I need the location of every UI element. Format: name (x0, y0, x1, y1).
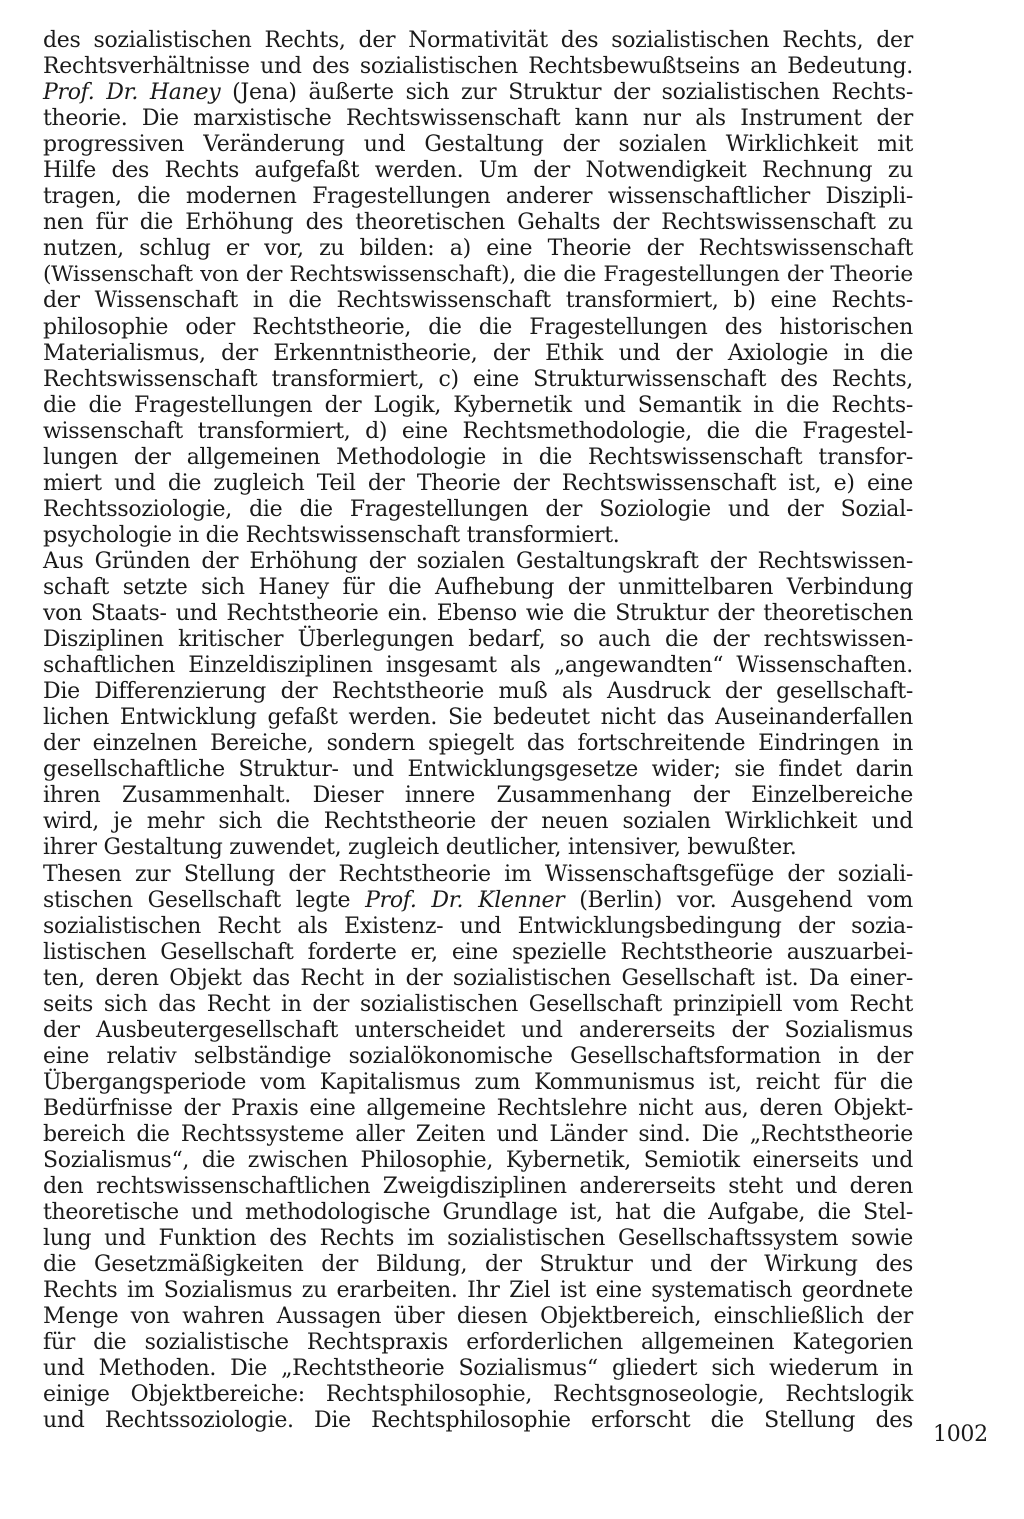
text-line: den rechtswissenschaftlichen Zweigdisziplinen andererseits steht und deren (43, 1174, 913, 1200)
text-line: nutzen, schlug er vor, zu bilden: a) eine Theorie der Rechtswissenschaft (43, 236, 913, 262)
text-line: psychologie in die Rechtswissenschaft transformiert. (43, 522, 620, 548)
text-line: seits sich das Recht in der sozialistischen Gesellschaft prinzipiell vom Recht (43, 991, 913, 1017)
text-line: die die Fragestellungen der Logik, Kybernetik und Semantik in die Rechts- (43, 392, 913, 418)
text-line: Die Differenzierung der Rechtstheorie muß als Ausdruck der gesellschaft- (43, 679, 913, 705)
text-line: Rechts im Sozialismus zu erarbeiten. Ihr Ziel ist eine systematisch geordnete (43, 1278, 913, 1304)
text-line: Thesen zur Stellung der Rechtstheorie im Wissenschaftsgefüge der soziali- (43, 861, 913, 887)
text-line: Sozialismus“, die zwischen Philosophie, Kybernetik, Semiotik einerseits und (43, 1148, 913, 1174)
text-line: theoretische und methodologische Grundlage ist, hat die Aufgabe, die Stel- (43, 1200, 913, 1226)
text-line: und Rechtssoziologie. Die Rechtsphilosophie erforscht die Stellung des (43, 1408, 913, 1434)
page-number: 1002 (933, 1422, 988, 1447)
text-line: gesellschaftliche Struktur- und Entwicklungsgesetze wider; sie findet darin (43, 757, 913, 783)
text-line: philosophie oder Rechtstheorie, die die Fragestellungen des historischen (43, 314, 913, 340)
text-line: des sozialistischen Rechts, der Normativität des sozialistischen Rechts, der (43, 28, 913, 53)
text-line: schaftlichen Einzeldisziplinen insgesamt als „angewandten“ Wissenschaften. (43, 653, 913, 679)
text-line: einige Objektbereiche: Rechtsphilosophie, Rechtsgnoseologie, Rechtslogik (43, 1382, 913, 1408)
body-text-column (43, 28, 913, 1435)
text-line: ihren Zusammenhalt. Dieser innere Zusammenhang der Einzelbereiche (43, 783, 913, 809)
text-line: der einzelnen Bereiche, sondern spiegelt das fortschreitende Eindringen in (43, 731, 913, 757)
text-line: Rechtssoziologie, die die Fragestellungen der Soziologie und der Sozial- (43, 496, 913, 522)
text-line: lung und Funktion des Rechts im sozialistischen Gesellschaftssystem sowie (43, 1226, 913, 1252)
author-name: Prof. Dr. Haney (43, 80, 221, 106)
text-line: Disziplinen kritischer Überlegungen bedarf, so auch die der rechtswissen- (43, 627, 913, 653)
text-line: die Gesetzmäßigkeiten der Bildung, der Struktur und der Wirkung des (43, 1252, 913, 1278)
text-line: Bedürfnisse der Praxis eine allgemeine Rechtslehre nicht aus, deren Objekt- (43, 1095, 913, 1121)
text-line (43, 888, 913, 914)
text-line: Menge von wahren Aussagen über diesen Objektbereich, einschließlich der (43, 1304, 913, 1330)
text-line: lungen der allgemeinen Methodologie in die Rechtswissenschaft transfor- (43, 444, 913, 470)
text-line: und Methoden. Die „Rechtstheorie Sozialismus“ gliedert sich wiederum in (43, 1356, 913, 1382)
text-line: für die sozialistische Rechtspraxis erforderlichen allgemeinen Kategorien (43, 1330, 913, 1356)
text-line: lichen Entwicklung gefaßt werden. Sie bedeutet nicht das Auseinanderfallen (43, 705, 913, 731)
text-line: Aus Gründen der Erhöhung der sozialen Gestaltungskraft der Rechtswissen- (43, 548, 913, 574)
text-line: sozialistischen Recht als Existenz- und Entwicklungsbedingung der sozia- (43, 913, 913, 939)
text-line: schaft setzte sich Haney für die Aufhebung der unmittelbaren Verbindung (43, 574, 913, 600)
text-line: bereich die Rechtssysteme aller Zeiten und Länder sind. Die „Rechtstheorie (43, 1121, 913, 1147)
text-line: ihrer Gestaltung zuwendet, zugleich deutlicher, intensiver, bewußter. (43, 835, 797, 861)
text-line: Rechtsverhältnisse und des sozialistischen Rechtsbewußtseins an Bedeutung. (43, 54, 913, 80)
text-line: tragen, die modernen Fragestellungen anderer wissenschaftlicher Diszipli- (43, 184, 913, 210)
text-line: ten, deren Objekt das Recht in der sozialistischen Gesellschaft ist. Da einer- (43, 965, 913, 991)
text-line: miert und die zugleich Teil der Theorie der Rechtswissenschaft ist, e) eine (43, 470, 913, 496)
text-line: wissenschaft transformiert, d) eine Rechtsmethodologie, die die Fragestel- (43, 418, 913, 444)
text-line: der Ausbeutergesellschaft unterscheidet und andererseits der Sozialismus (43, 1017, 913, 1043)
text-line: nen für die Erhöhung des theoretischen Gehalts der Rechtswissenschaft zu (43, 210, 913, 236)
text-line: wird, je mehr sich die Rechtstheorie der neuen sozialen Wirklichkeit und (43, 809, 913, 835)
text-line: progressiven Veränderung und Gestaltung der sozialen Wirklichkeit mit (43, 132, 913, 158)
author-name: Prof. Dr. Klenner (365, 887, 565, 913)
text-line: eine relativ selbständige sozialökonomische Gesellschaftsformation in der (43, 1043, 913, 1069)
line-text: (Jena) äußerte sich zur Struktur der sozialistischen Rechts- (220, 80, 913, 106)
text-line: der Wissenschaft in die Rechtswissenschaft transformiert, b) eine Rechts- (43, 288, 913, 314)
text-line: listischen Gesellschaft forderte er, eine spezielle Rechtstheorie auszuarbei- (43, 939, 913, 965)
text-line: (Wissenschaft von der Rechtswissenschaft), die die Fragestellungen der Theorie (43, 262, 913, 288)
text-line: Hilfe des Rechts aufgefaßt werden. Um der Notwendigkeit Rechnung zu (43, 158, 913, 184)
line-text: (Berlin) vor. Ausgehend vom (564, 887, 913, 913)
text-line: theorie. Die marxistische Rechtswissenschaft kann nur als Instrument der (43, 106, 913, 132)
text-line: Materialismus, der Erkenntnistheorie, der Ethik und der Axiologie in die (43, 340, 913, 366)
text-line: Übergangsperiode vom Kapitalismus zum Kommunismus ist, reicht für die (43, 1069, 913, 1095)
line-text: stischen Gesellschaft legte (43, 887, 366, 913)
text-line: von Staats- und Rechtstheorie ein. Ebenso wie die Struktur der theoretischen (43, 601, 913, 627)
text-line (43, 80, 913, 106)
text-line: Rechtswissenschaft transformiert, c) eine Strukturwissenschaft des Rechts, (43, 366, 913, 392)
